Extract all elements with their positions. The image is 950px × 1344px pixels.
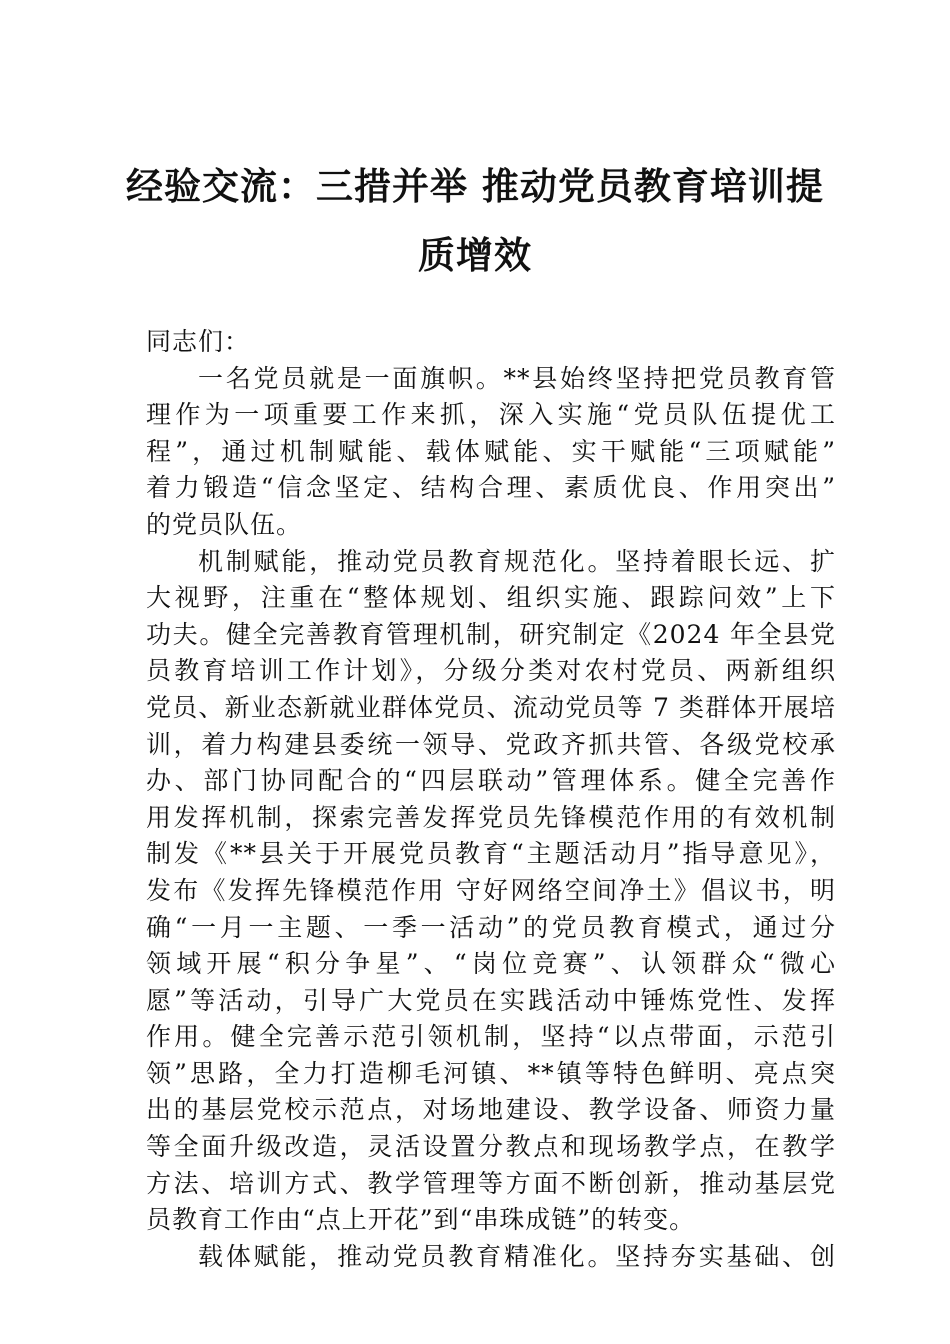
body-text-line: 机制赋能，推动党员教育规范化。坚持着眼长远、扩 — [198, 546, 836, 576]
body-text-line: 大视野，注重在“整体规划、组织实施、跟踪问效”上下 — [146, 583, 836, 613]
body-text-line: 程”，通过机制赋能、载体赋能、实干赋能“三项赋能” — [146, 436, 836, 466]
body-text-line: 用发挥机制，探索完善发挥党员先锋模范作用的有效机制 — [146, 802, 836, 832]
document-body — [146, 324, 836, 1275]
body-text-line: 发布《发挥先锋模范作用 守好网络空间净土》倡议书，明 — [146, 875, 836, 905]
body-text-line: 的党员队伍。 — [146, 509, 303, 539]
body-text-line: 领域开展“积分争星”、“岗位竞赛”、认领群众“微心 — [146, 949, 836, 979]
body-text-line: 领”思路，全力打造柳毛河镇、**镇等特色鲜明、亮点突 — [146, 1058, 836, 1088]
body-text-line: 员教育工作由“点上开花”到“串珠成链”的转变。 — [146, 1205, 696, 1235]
body-text-line: 着力锻造“信念坚定、结构合理、素质优良、作用突出” — [146, 473, 836, 503]
body-text-line: 员教育培训工作计划》，分级分类对农村党员、两新组织 — [146, 656, 836, 686]
body-text-line: 方法、培训方式、教学管理等方面不断创新，推动基层党 — [146, 1168, 836, 1198]
body-text-line: 出的基层党校示范点，对场地建设、教学设备、师资力量 — [146, 1095, 836, 1125]
body-text-line: 愿”等活动，引导广大党员在实践活动中锤炼党性、发挥 — [146, 985, 836, 1015]
body-text-line: 训，着力构建县委统一领导、党政齐抓共管、各级党校承 — [146, 729, 836, 759]
document-title-line-1: 经验交流：三措并举 推动党员教育培训提 — [126, 164, 824, 208]
body-text-line: 功夫。健全完善教育管理机制，研究制定《2024 年全县党 — [146, 619, 836, 649]
document-title-line-2: 质增效 — [418, 233, 532, 277]
body-text-line: 理作为一项重要工作来抓，深入实施“党员队伍提优工 — [146, 400, 836, 430]
body-text-line: 同志们： — [146, 327, 251, 356]
body-text-line: 党员、新业态新就业群体党员、流动党员等 7 类群体开展培 — [146, 692, 836, 722]
body-text-line: 等全面升级改造，灵活设置分教点和现场教学点，在教学 — [146, 1132, 836, 1162]
body-text-line: 载体赋能，推动党员教育精准化。坚持夯实基础、创 — [198, 1241, 836, 1271]
body-text-line: 作用。健全完善示范引领机制，坚持“以点带面，示范引 — [146, 1022, 836, 1052]
body-text-line: 一名党员就是一面旗帜。**县始终坚持把党员教育管 — [198, 363, 836, 393]
body-text-line: 办、部门协同配合的“四层联动”管理体系。健全完善作 — [146, 766, 836, 796]
body-text-line: 确“一月一主题、一季一活动”的党员教育模式，通过分 — [146, 912, 836, 942]
body-text-line: 制发《**县关于开展党员教育“主题活动月”指导意见》， — [146, 839, 836, 869]
